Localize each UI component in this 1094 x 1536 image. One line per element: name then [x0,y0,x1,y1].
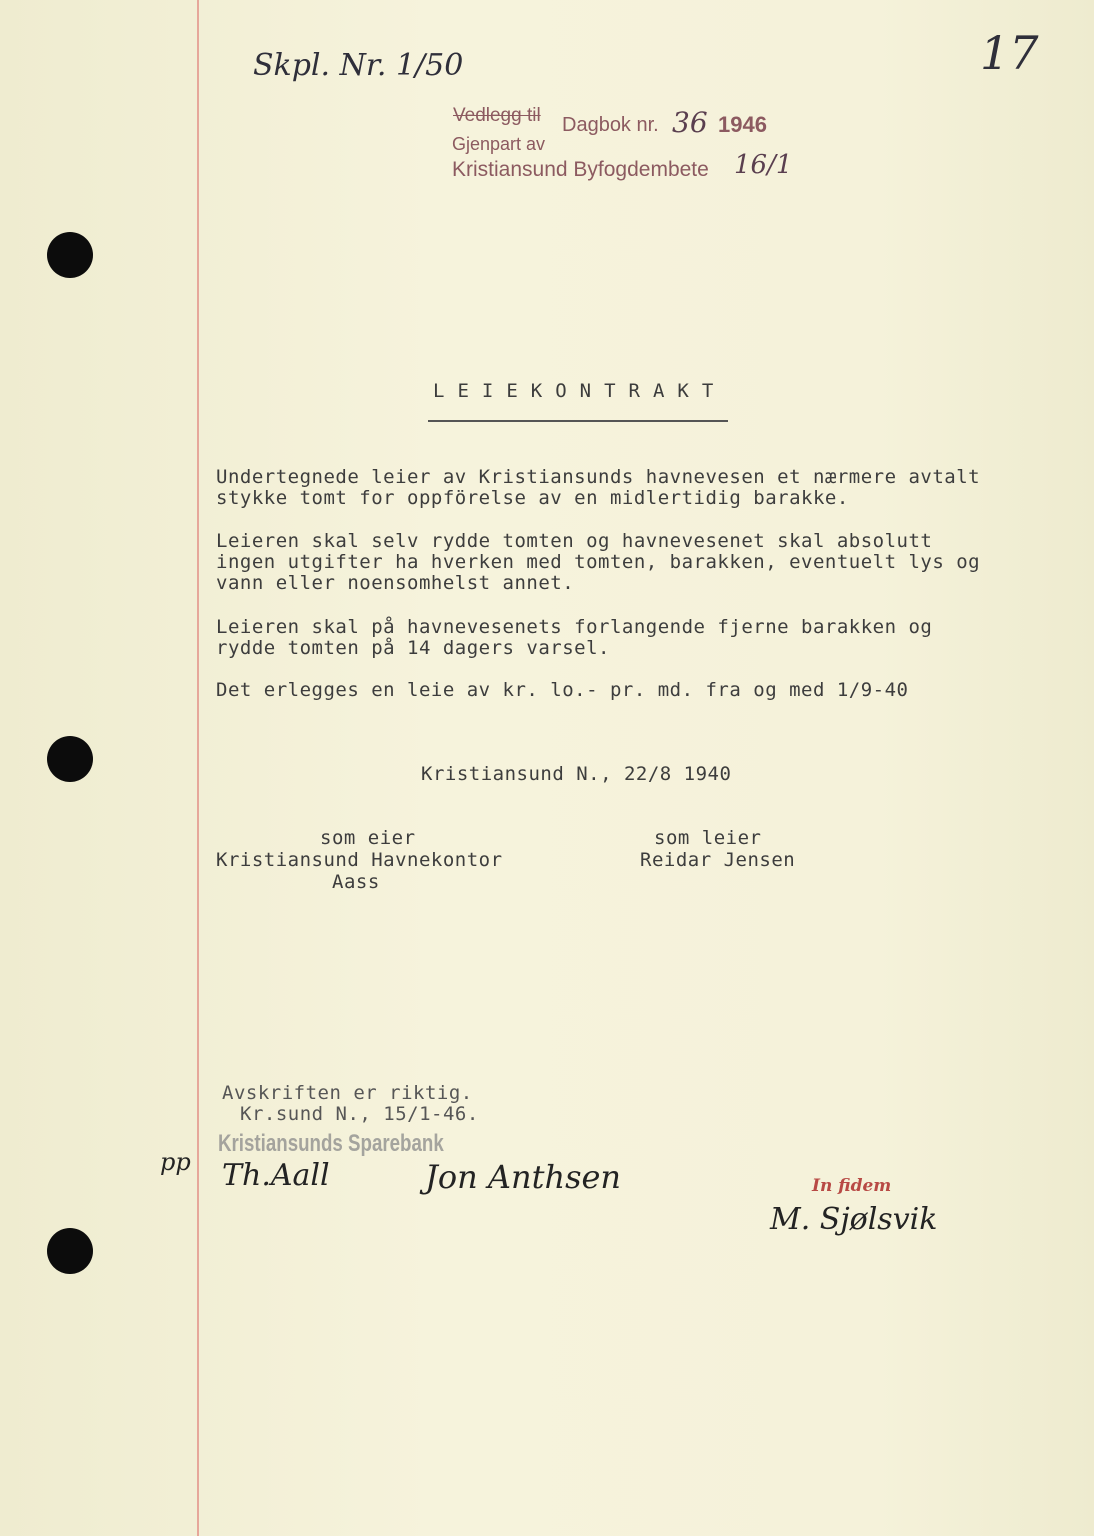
paragraph-1-line-1: Undertegnede leier av Kristiansunds havnevesen et nærmere avtalt [216,466,981,488]
tenant-name: Reidar Jensen [640,849,796,871]
paragraph-2-line-2: ingen utgifter ha hverken med tomten, barakken, eventuelt lys og [216,551,981,573]
certification-line-2: Kr.sund N., 15/1-46. [240,1103,479,1125]
paragraph-3-line-2: rydde tomten på 14 dagers varsel. [216,637,610,659]
stamp-gjenpart: Gjenpart av [452,134,546,154]
place-date: Kristiansund N., 22/8 1940 [421,763,732,785]
handwritten-reference: Skpl. Nr. 1/50 [253,48,464,83]
paragraph-4-line-1: Det erlegges en leie av kr. lo.- pr. md. fra og med 1/9-40 [216,679,909,701]
margin-line [197,0,199,1536]
punch-hole [47,1228,93,1274]
signature-pp: pp [160,1148,191,1176]
stamp-vedlegg [453,105,541,127]
stamp-office: Kristiansund Byfogdembete [452,158,709,181]
title-underline [428,420,728,422]
signature-in-fidem: M. Sjølsvik [770,1202,938,1237]
owner-role: som eier [320,827,416,849]
bank-stamp: Kristiansunds Sparebank [218,1130,444,1157]
tenant-role: som leier [654,827,762,849]
signature-bank-1: Th.Aall [222,1158,330,1193]
stamp-dagbok: Dagbok nr. [562,114,659,136]
stamp-year: 1946 [718,112,767,137]
page-number: 17 [980,26,1039,80]
paragraph-3-line-1: Leieren skal på havnevesenets forlangende fjerne barakken og [216,616,933,638]
paragraph-2-line-1: Leieren skal selv rydde tomten og havnevesenet skal absolutt [216,530,933,552]
stamp-struck-text: Vedlegg til [453,105,541,126]
signature-bank-2: Jon Anthsen [425,1158,622,1196]
owner-signatory: Aass [332,871,380,893]
document-title: LEIEKONTRAKT [433,380,727,402]
in-fidem-stamp: In fidem [812,1176,892,1196]
paragraph-1-line-2: stykke tomt for oppförelse av en midlertidig barakke. [216,487,849,509]
punch-hole [47,736,93,782]
punch-hole [47,232,93,278]
owner-name: Kristiansund Havnekontor [216,849,503,871]
date-handwritten: 16/1 [734,150,793,180]
dagbok-number: 36 [672,106,708,139]
paragraph-2-line-3: vann eller noensomhelst annet. [216,572,575,594]
certification-line-1: Avskriften er riktig. [222,1082,473,1104]
